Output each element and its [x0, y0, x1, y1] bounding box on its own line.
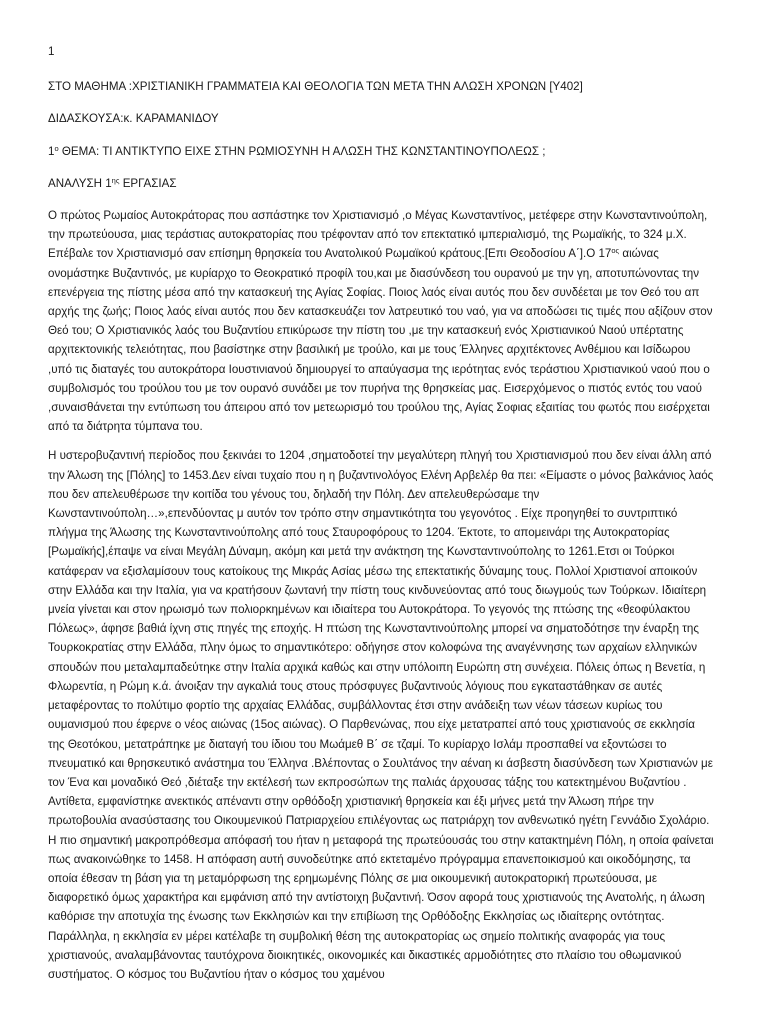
topic-ordinal-mark: ο	[54, 143, 59, 153]
analysis-suffix: ΕΡΓΑΣΙΑΣ	[119, 176, 177, 190]
paragraph-1-part-b: αιώνας ονομάστηκε Βυζαντινός, με κυρίαρχο το Θεοκρατικό προφίλ του,και με διασύνδεση του ουρανού με την γη, αποτυπώνοντας την επενέργεια της πίστης μέσα από την κατασκευή της Αγίας Σοφίας. Ποιος λαός είναι αυτός που δεν συνδέεται με τον Θεό του απ αρχής της ζωής; Ποιος λαός είναι αυτός που δεν κατασκευάζει τον λατρευτικό του ναό, για να αποδώσει τις τιμές που αξίζουν στον Θεό του; Ο Χριστιανικός λαός του Βυζαντίου επικύρωσε την πίστη του ,με την κατασκευή ενός Χριστιανικού Ναού υπέρτατης αρχιτεκτονικής τελειότητας, που βασίστηκε στην βασιλική με τρούλο, και με τους Έλληνες αρχιτέκτονες Ανθέμιου και Ισίδωρου ,υπό τις διαταγές του αυτοκράτορα Ιουστινιανού δημιουργεί το απαύγασμα της ιερότητας ενός τεράστιου Χριστιανικού ναού που ο συμβολισμός του τρούλου του με τον ουρανό συνάδει με τον πυρήνα της θρησκείας μας. Εισερχόμενος ο πιστός εντός του ναού ,συναισθάνεται την εντύπωση του άπειρου από τον μετεωρισμό του τρούλου της, Αγίας Σοφιας εξαιτίας του φωτός που εισέρχεται από τα διάτρητα τύμπανα του.	[48, 247, 713, 434]
teacher-line: ΔΙΔΑΣΚΟΥΣΑ:κ. ΚΑΡΑΜΑΝΙΔΟΥ	[48, 112, 219, 126]
topic-text: ΘΕΜΑ: ΤΙ ΑΝΤΙΚΤΥΠΟ ΕΙΧΕ ΣΤΗΝ ΡΩΜΙΟΣΥΝΗ Η ΑΛΩΣΗ ΤΗΣ ΚΩΝΣΤΑΝΤΙΝΟΥΠΟΛΕΩΣ ;	[58, 144, 546, 158]
paragraph-1	[48, 206, 714, 436]
course-line: ΣΤΟ ΜΑΘΗΜΑ :ΧΡΙΣΤΙΑΝΙΚΗ ΓΡΑΜΜΑΤΕΙΑ ΚΑΙ ΘΕΟΛΟΓΙΑ ΤΩΝ ΜΕΤΑ ΤΗΝ ΑΛΩΣΗ ΧΡΟΝΩΝ [Υ402]	[48, 80, 583, 94]
analysis-prefix: ΑΝΑΛΥΣΗ 1	[48, 176, 112, 190]
topic-number: 1	[48, 144, 55, 158]
paragraph-1-part-a: Ο πρώτος Ρωμαίος Αυτοκράτορας που ασπάστηκε τον Χριστιανισμό ,ο Μέγας Κωνσταντίνος, μετέφερε στην Κωνσταντινούπολη, την πρωτεύουσα, μιας τεράστιας αυτοκρατορίας που τρέφονταν από τον επεκτατικό ιμπεριαλισμό, της Ρωμαϊκής, το 324 μ.Χ. Επέβαλε τον Χριστιανισμό σαν επίσημη θρησκεία του Ανατολικού Ρωμαϊκού κράτους.[Επι Θεοδοσίου Α΄].Ο 17	[48, 209, 708, 261]
paragraph-1-ordinal-mark: ος	[611, 246, 620, 256]
analysis-ordinal-mark: ης	[111, 175, 120, 185]
topic-line	[48, 142, 714, 161]
page-number: 1	[48, 45, 55, 58]
analysis-heading	[48, 174, 714, 193]
document-page	[48, 42, 714, 984]
paragraph-2: Η υστεροβυζαντινή περίοδος που ξεκινάει το 1204 ,σηματοδοτεί την μεγαλύτερη πληγή του Χριστιανισμού που δεν είναι άλλη από την Άλωση της [Πόλης] το 1453.Δεν είναι τυχαίο που η η βυζαντινολόγος Ελένη Αρβελέρ θα πει: «Είμαστε ο μόνος βαλκάνιος λαός που δεν απελευθέρωσε την κοιτίδα του γένους του, δηλαδή την Πόλη. Δεν απελευθερώσαμε την Κωνσταντινούπολη…»,επενδύοντας μ αυτόν τον τρόπο στην σημαντικότητα του γεγονότος . Είχε προηγηθεί το συντριπτικό πλήγμα της Άλωσης της Κωνσταντινούπολης από τους Σταυροφόρους το 1204. Έκτοτε, το απομεινάρι της Αυτοκρατορίας [Ρωμαϊκής],έπαψε να είναι Μεγάλη Δύναμη, ακόμη και μετά την ανάκτηση της Κωνσταντινούπολης το 1261.Ετσι οι Τούρκοι κατάφεραν να εξισλαμίσουν τους κατοίκους της Μικράς Ασίας μέσω της επεκτατικής δύναμης τους. Πολλοί Χριστιανοί αποικούν στην Ελλάδα και την Ιταλία, για να κρατήσουν ζωντανή την πίστη τους κινδυνεύοντας από τους διωγμούς των Τούρκων. Ιδιαίτερη μνεία γίνεται και στον ηρωισμό των πολιορκημένων και ιδιαίτερα του Αυτοκράτορα. Το γεγονός της πτώσης της «θεοφύλακτου Πόλεως», άφησε βαθιά ίχνη στις πηγές της εποχής. Η πτώση της Κωνσταντινούπολης μπορεί να σηματοδότησε την έναρξη της Τουρκοκρατίας στην Ελλάδα, πλην όμως το σημαντικότερο: οδήγησε στον κολοφώνα της αναγέννησης των αρχαίων ελληνικών σπουδών που μεταλαμπαδεύτηκε στην Ιταλία αρχικά καθώς και στην υπόλοιπη Ευρώπη στη συνέχεια. Πόλεις όπως η Βενετία, η Φλωρεντία, η Ρώμη κ.ά. άνοιξαν την αγκαλιά τους στους πρόσφυγες βυζαντινούς λόγιους που εγκαταστάθηκαν σε αυτές μεταφέροντας το πολύτιμο φορτίο της αρχαίας Ελλάδας, συμβάλλοντας έτσι στην ανάδειξη των νέων τάσεων κυρίως του ουμανισμού που έφερνε ο νέος αιώνας (15ος αιώνας). Ο Παρθενώνας, που είχε μετατραπεί από τους χριστιανούς σε εκκλησία της Θεοτόκου, μετατράπηκε με διαταγή του ίδιου του Μωάμεθ Β΄ σε τζαμί. Το κυρίαρχο Ισλάμ προσπαθεί να εξοντώσει το πνευματικό και θρησκευτικό ανάστημα του Έλληνα .Βλέποντας ο Σουλτάνος την αέναη κι άσβεστη διασύνδεση των Χριστιανών με τον Ένα και μοναδικό Θεό ,διέταξε την εκτέλεσή των εκπροσώπων της παλιάς άρχουσας τάξης του κατεκτημένου Βυζαντίου . Αντίθετα, εμφανίστηκε ανεκτικός απέναντι στην ορθόδοξη χριστιανική θρησκεία και έξι μήνες μετά την Άλωση πήρε την πρωτοβουλία ανασύστασης του Οικουμενικού Πατριαρχείου επιλέγοντας ως πατριάρχη τον ανθενωτικό ηγέτη Γεννάδιο Σχολάριο. Η πιο σημαντική μακροπρόθεσμα απόφασή του ήταν η μεταφορά της πρωτεύουσάς του στην κατακτημένη Πόλη, η οποία φαίνεται πως ανακοινώθηκε το 1458. Η απόφαση αυτή συνοδεύτηκε από εκτεταμένο πρόγραμμα επανεποικισμού και οικοδόμησης, τα οποία έθεσαν τη βάση για τη μεταμόρφωση της ερημωμένης Πόλης σε μια οικουμενική αυτοκρατορική πρωτεύουσα, με διαφορετικό όμως χαρακτήρα και εμφάνιση από την αντίστοιχη βυζαντινή. Όσον αφορά τους χριστιανούς της Ανατολής, η άλωση καθόρισε την αποτυχία της ένωσης των Εκκλησιών και την επιβίωση της Ορθόδοξης Εκκλησίας ως ιδιαίτερης οντότητας. Παράλληλα, η εκκλησία εν μέρει κατέλαβε τη συμβολική θέση της αυτοκρατορίας ως σημείο πολιτικής αναφοράς για τους χριστιανούς, αναλαμβάνοντας ταυτόχρονα διοικητικές, οικονομικές και δικαστικές αρμοδιότητες στο πλαίσιο του οθωμανικού συστήματος. Ο κόσμος του Βυζαντίου ήταν ο κόσμος του χαμένου	[48, 449, 714, 981]
